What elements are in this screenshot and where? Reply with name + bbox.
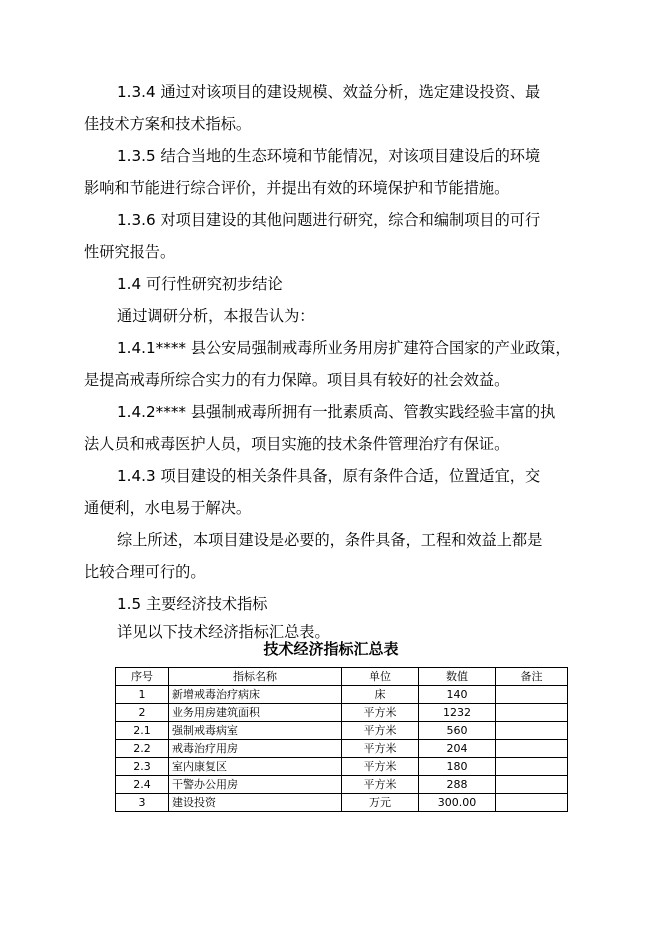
para-1-3-4 bbox=[84, 76, 594, 140]
cell-index: 1 bbox=[116, 686, 169, 704]
table-row bbox=[116, 686, 568, 704]
cell-name: 新增戒毒治疗病床 bbox=[169, 686, 342, 704]
cell-name: 戒毒治疗用房 bbox=[169, 740, 342, 758]
text-line: 通过调研分析，本报告认为： bbox=[117, 307, 315, 325]
cell-index: 3 bbox=[116, 794, 169, 812]
heading-text: 1.4 可行性研究初步结论 bbox=[117, 275, 283, 293]
cell-unit: 万元 bbox=[342, 794, 419, 812]
text-line: 详见以下技术经济指标汇总表。 bbox=[117, 623, 330, 641]
cell-name: 业务用房建筑面积 bbox=[169, 704, 342, 722]
text-line: 综上所述，本项目建设是必要的，条件具备，工程和效益上都是 bbox=[117, 531, 543, 549]
table-header-row bbox=[116, 668, 568, 686]
para-intro bbox=[84, 300, 594, 332]
header-name: 指标名称 bbox=[169, 668, 342, 686]
cell-remark bbox=[496, 776, 568, 794]
table-title: 技术经济指标汇总表 bbox=[263, 640, 399, 658]
cell-unit: 平方米 bbox=[342, 758, 419, 776]
cell-value: 288 bbox=[419, 776, 496, 794]
para-1-3-5 bbox=[84, 140, 594, 204]
table-row bbox=[116, 722, 568, 740]
cell-value: 204 bbox=[419, 740, 496, 758]
cell-remark bbox=[496, 722, 568, 740]
cell-value: 300.00 bbox=[419, 794, 496, 812]
text-line: 是提高戒毒所综合实力的有力保障。项目具有较好的社会效益。 bbox=[84, 371, 510, 389]
text-line: 影响和节能进行综合评价，并提出有效的环境保护和节能措施。 bbox=[84, 179, 510, 197]
cell-name: 强制戒毒病室 bbox=[169, 722, 342, 740]
cell-remark bbox=[496, 704, 568, 722]
cell-remark bbox=[496, 686, 568, 704]
para-1-4-2 bbox=[84, 396, 594, 460]
cell-unit: 床 bbox=[342, 686, 419, 704]
header-unit: 单位 bbox=[342, 668, 419, 686]
text-line: 1.3.6 对项目建设的其他问题进行研究，综合和编制项目的可行 bbox=[117, 211, 541, 229]
cell-name: 室内康复区 bbox=[169, 758, 342, 776]
cell-index: 2.1 bbox=[116, 722, 169, 740]
cell-index: 2.3 bbox=[116, 758, 169, 776]
table-row bbox=[116, 758, 568, 776]
para-summary bbox=[84, 524, 594, 588]
cell-unit: 平方米 bbox=[342, 722, 419, 740]
text-line: 1.3.5 结合当地的生态环境和节能情况，对该项目建设后的环境 bbox=[117, 147, 541, 165]
text-line: 性研究报告。 bbox=[84, 243, 176, 261]
table-row bbox=[116, 776, 568, 794]
text-line: 法人员和戒毒医护人员，项目实施的技术条件管理治疗有保证。 bbox=[84, 435, 510, 453]
cell-name: 建设投资 bbox=[169, 794, 342, 812]
table-row bbox=[116, 704, 568, 722]
text-line: 1.4.3 项目建设的相关条件具备，原有条件合适，位置适宜，交 bbox=[117, 467, 541, 485]
cell-unit: 平方米 bbox=[342, 776, 419, 794]
text-line: 1.3.4 通过对该项目的建设规模、效益分析，选定建设投资、最 bbox=[117, 83, 541, 101]
cell-remark bbox=[496, 758, 568, 776]
cell-value: 1232 bbox=[419, 704, 496, 722]
text-line: 佳技术方案和技术指标。 bbox=[84, 115, 252, 133]
header-value: 数值 bbox=[419, 668, 496, 686]
cell-unit: 平方米 bbox=[342, 740, 419, 758]
text-line: 比较合理可行的。 bbox=[84, 563, 206, 581]
cell-value: 560 bbox=[419, 722, 496, 740]
text-line: 1.4.1**** 县公安局强制戒毒所业务用房扩建符合国家的产业政策， bbox=[117, 339, 571, 357]
para-1-4-1 bbox=[84, 332, 594, 396]
indicator-table bbox=[115, 667, 568, 812]
cell-unit: 平方米 bbox=[342, 704, 419, 722]
table-row bbox=[116, 740, 568, 758]
cell-value: 180 bbox=[419, 758, 496, 776]
heading-text: 1.5 主要经济技术指标 bbox=[117, 595, 268, 613]
section-heading-1-4 bbox=[84, 268, 594, 300]
cell-remark bbox=[496, 794, 568, 812]
cell-index: 2.4 bbox=[116, 776, 169, 794]
header-remark: 备注 bbox=[496, 668, 568, 686]
cell-index: 2.2 bbox=[116, 740, 169, 758]
text-line: 通便利，水电易于解决。 bbox=[84, 499, 252, 517]
header-index: 序号 bbox=[116, 668, 169, 686]
para-1-3-6 bbox=[84, 204, 594, 268]
para-1-4-3 bbox=[84, 460, 594, 524]
cell-value: 140 bbox=[419, 686, 496, 704]
text-line: 1.4.2**** 县强制戒毒所拥有一批素质高、管教实践经验丰富的执 bbox=[117, 403, 556, 421]
cell-index: 2 bbox=[116, 704, 169, 722]
cell-remark bbox=[496, 740, 568, 758]
cell-name: 干警办公用房 bbox=[169, 776, 342, 794]
table-row bbox=[116, 794, 568, 812]
